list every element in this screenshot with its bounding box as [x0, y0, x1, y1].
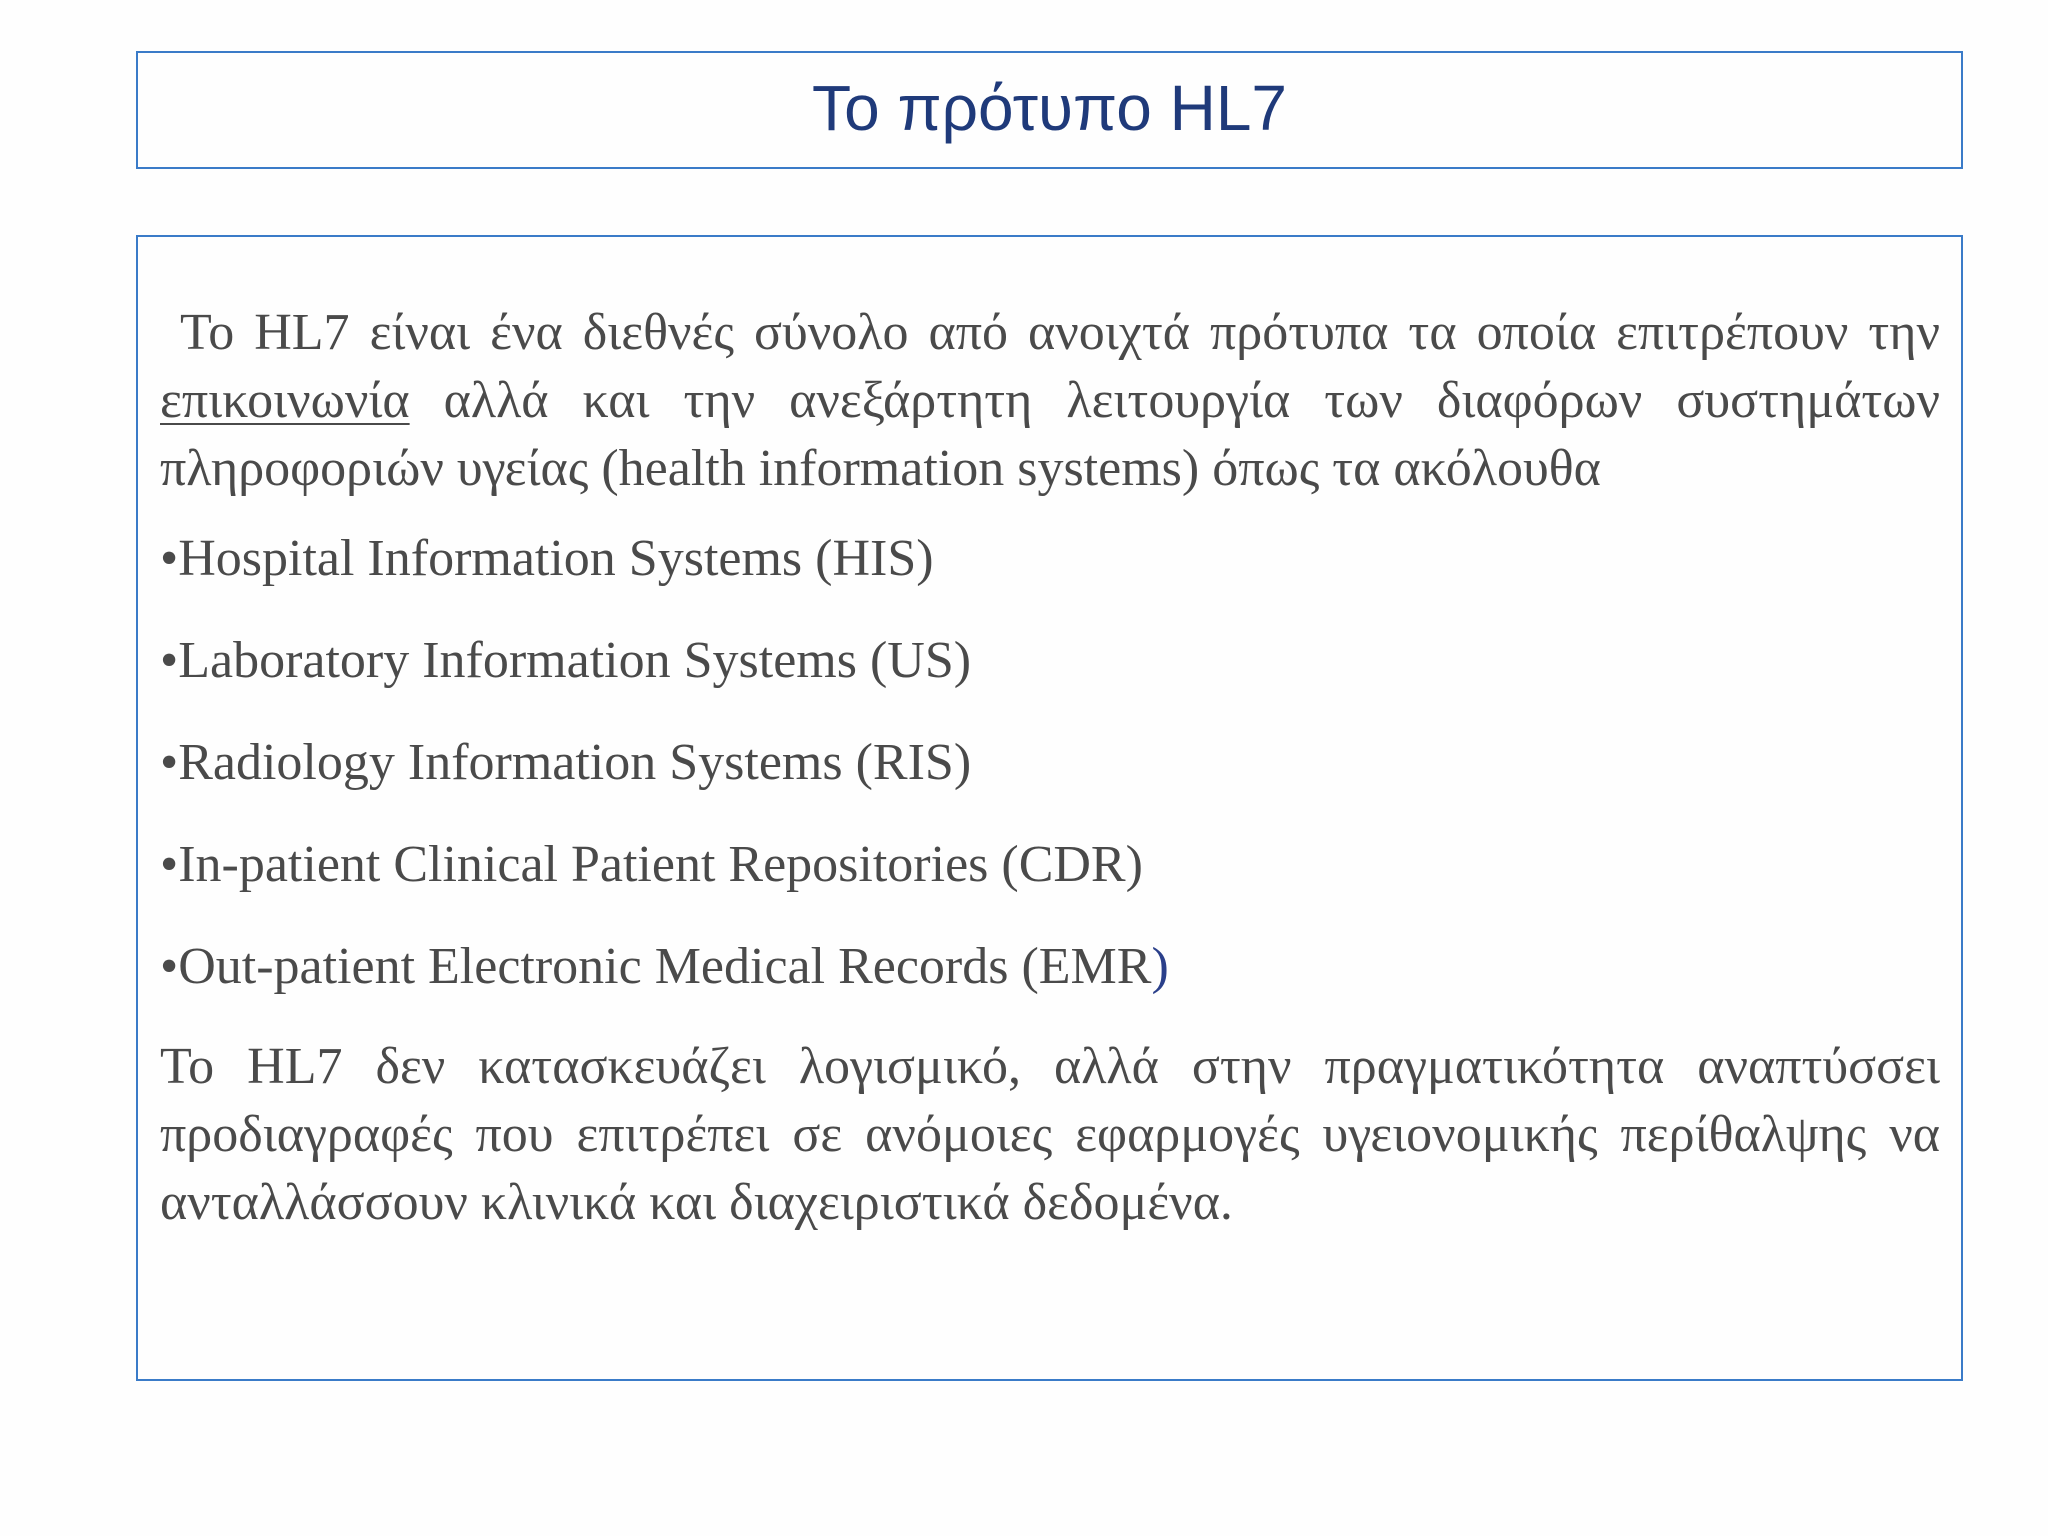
systems-list — [160, 525, 1940, 1001]
bullet-icon: • — [160, 530, 179, 587]
list-item-text: Laboratory Information Systems (US) — [178, 632, 972, 689]
intro-text-start: Το HL7 είναι ένα διεθνές σύνολο από ανοιχτά πρότυπα τα οποία επιτρέπουν την — [180, 304, 1941, 361]
list-item-text: Hospital Information Systems (HIS) — [178, 530, 934, 587]
bullet-icon: • — [160, 632, 179, 689]
bullet-icon: • — [160, 734, 179, 791]
slide-content-box — [136, 235, 1963, 1381]
intro-text-end: αλλά και την ανεξάρτητη λειτουργία των διαφόρων συστημάτων πληροφοριών υγείας (health information systems) όπως τα ακόλουθα — [160, 372, 1940, 497]
list-item — [160, 933, 1940, 1001]
list-item-text: In-patient Clinical Patient Repositories (CDR) — [178, 836, 1143, 893]
slide-title-box — [136, 51, 1963, 169]
communication-link[interactable]: επικοινωνία — [160, 372, 410, 429]
closing-paragraph: Το HL7 δεν κατασκευάζει λογισμικό, αλλά στην πραγματικότητα αναπτύσσει προδιαγραφές που επιτρέπει σε ανόμοιες εφαρμογές υγειονομικής περίθαλψης να ανταλλάσσουν κλινικά και διαχειριστικά δεδομένα. — [160, 1038, 1940, 1231]
list-item — [160, 627, 1940, 695]
list-item — [160, 729, 1940, 797]
list-item-closing-paren: ) — [1151, 938, 1169, 995]
list-item-text: Radiology Information Systems (RIS) — [178, 734, 972, 791]
bullet-icon: • — [160, 938, 179, 995]
list-item — [160, 831, 1940, 899]
intro-paragraph — [160, 299, 1940, 503]
list-item-text: Out-patient Electronic Medical Records (EMR — [178, 938, 1152, 995]
slide-title: Το πρότυπο HL7 — [812, 72, 1287, 144]
list-item — [160, 525, 1940, 593]
bullet-icon: • — [160, 836, 179, 893]
